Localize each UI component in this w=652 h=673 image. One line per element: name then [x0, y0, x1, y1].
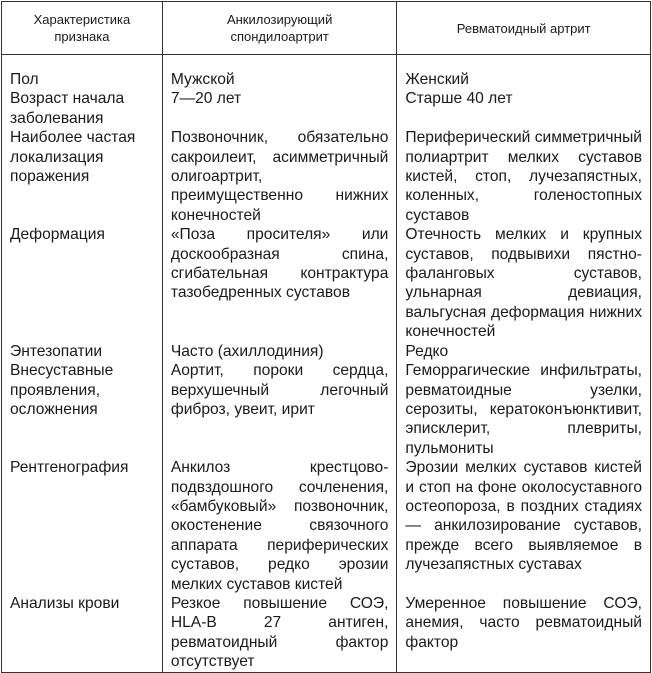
header-as-line-1: Анкилозирующий	[226, 12, 333, 27]
table-row	[2, 128, 651, 225]
cell-text: Периферический симметричный полиартрит мелких суставов кистей, стоп, лучезапястных, коленных, голеностопных суставов	[405, 129, 643, 224]
header-rheumatoid-arthritis	[397, 2, 651, 55]
feature-cell	[2, 128, 163, 225]
cell-text: «Поза просителя» или доскообразная спина, сгибательная контрактура тазобедренных суставов	[170, 226, 389, 302]
header-as-line-2: спондилоартрит	[230, 29, 329, 44]
feature-cell	[2, 225, 163, 341]
rheumatoid-arthritis-cell	[397, 225, 651, 341]
feature-cell	[2, 342, 163, 458]
cell-text: Пол	[10, 71, 39, 88]
cell-text: Часто (ахиллодиния)	[170, 342, 324, 360]
ankylosing-spondylitis-cell	[162, 128, 397, 225]
comparison-table	[1, 1, 651, 673]
cell-text: Наиболее частая локализация поражения	[10, 129, 136, 186]
table-header	[2, 2, 651, 55]
rheumatoid-arthritis-cell	[397, 594, 651, 672]
feature-cell	[2, 594, 163, 672]
cell-text: Позвоночник, обязательно сакроилеит, асимметричный олигоартрит, преимущественно нижних конечностей	[170, 129, 389, 224]
header-ankylosing-spondylitis	[162, 2, 397, 55]
feature-cell	[2, 55, 163, 129]
cell-text: Старше 40 лет	[405, 90, 513, 108]
cell-text: Редко	[405, 342, 449, 360]
header-feature	[2, 2, 163, 55]
cell-text: Резкое повышение СОЭ, HLA-B 27 антиген, ревматоидный фактор отсутствует	[170, 594, 389, 671]
table-row	[2, 458, 651, 594]
cell-text: Энтезопатии	[10, 342, 103, 360]
header-row	[2, 2, 651, 55]
cell-text: 7—20 лет	[170, 90, 242, 108]
cell-text: Анализы крови	[10, 594, 120, 612]
cell-text: Возраст начала заболевания	[10, 90, 125, 127]
cell-text: Эрозии мелких суставов кистей и стоп на фоне околосуставного остеопороза, в поздних стадиях — анкилозирование суставов, прежде всего выявляемое в лучезапястных суставах	[405, 459, 642, 574]
ankylosing-spondylitis-cell	[162, 458, 397, 594]
cell-text: Умеренное повышение СОЭ, анемия, часто ревматоидный фактор	[405, 594, 642, 651]
ankylosing-spondylitis-cell	[162, 55, 397, 129]
rheumatoid-arthritis-cell	[397, 458, 651, 594]
rheumatoid-arthritis-cell	[397, 128, 651, 225]
cell-text: Женский	[405, 71, 469, 88]
cell-text: Мужской	[170, 71, 235, 88]
table-row	[2, 342, 651, 458]
table-row	[2, 55, 651, 129]
table-body	[2, 55, 651, 673]
cell-text: Аортит, пороки сердца, верхушечный легочный фиброз, увеит, ирит	[170, 362, 389, 418]
cell-text: Геморрагические инфильтраты, ревматоидные узелки, серозиты, кератоконъюнктивит, эписклерит, плевриты, пульмониты	[405, 362, 642, 457]
ankylosing-spondylitis-cell	[162, 594, 397, 672]
table-row	[2, 225, 651, 341]
table-row	[2, 594, 651, 672]
header-feature-line-2: признака	[54, 29, 110, 44]
cell-text: Рентгенография	[10, 459, 129, 477]
header-feature-line-1: Характеристика	[33, 12, 131, 27]
cell-text: Отечность мелких и крупных суставов, подвывихи пястно-фаланговых суставов, ульнарная девиация, вальгусная деформация нижних конечностей	[405, 226, 642, 341]
ankylosing-spondylitis-cell	[162, 225, 397, 341]
rheumatoid-arthritis-cell	[397, 342, 651, 458]
cell-text: Внесуставные проявления, осложнения	[10, 362, 114, 418]
cell-text: Деформация	[10, 226, 105, 244]
cell-text: Анкилоз крестцово-подвздошного сочленения, «бамбуковый» позвоночник, окостенение связочного аппарата периферических суставов, редко эрозии мелких суставов кистей	[170, 459, 389, 593]
header-ra-line-1: Ревматоидный артрит	[456, 20, 591, 36]
feature-cell	[2, 458, 163, 594]
ankylosing-spondylitis-cell	[162, 342, 397, 458]
rheumatoid-arthritis-cell	[397, 55, 651, 129]
